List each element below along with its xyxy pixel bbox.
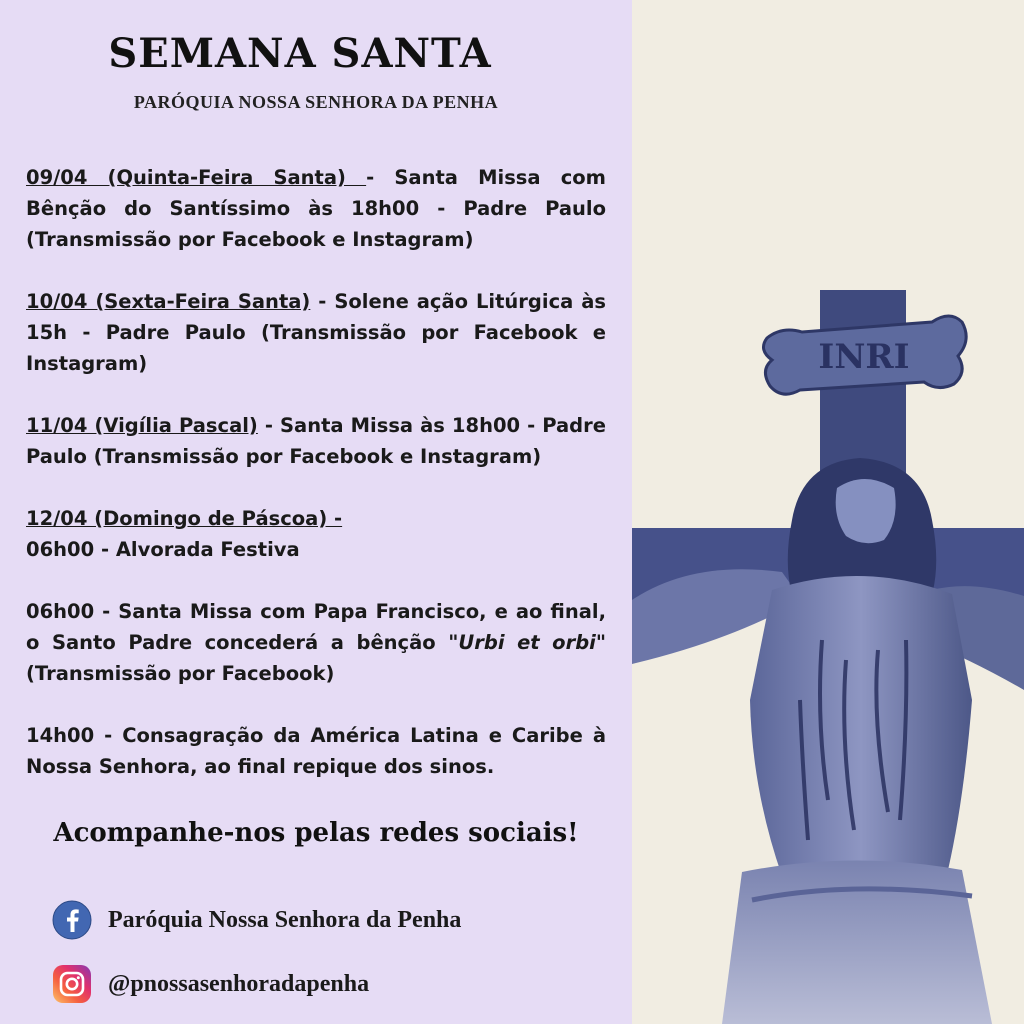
schedule-item-dawn: 06h00 - Alvorada Festiva bbox=[26, 538, 300, 561]
schedule-item-easter bbox=[26, 503, 606, 534]
parish-subtitle: PARÓQUIA NOSSA SENHORA DA PENHA bbox=[133, 92, 499, 112]
schedule-item-friday bbox=[26, 286, 606, 379]
schedule-item-thursday bbox=[26, 162, 606, 255]
facebook-label: Paróquia Nossa Senhora da Penha bbox=[108, 906, 462, 933]
schedule-details: - Solene ação Litúrgica às 15h - Padre Paulo (Transmissão por Facebook e Instagram) bbox=[26, 290, 607, 375]
schedule-date: 10/04 (Sexta-Feira Santa) bbox=[26, 290, 311, 313]
follow-heading: Acompanhe-nos pelas redes sociais! bbox=[53, 818, 579, 848]
schedule-list bbox=[26, 162, 606, 782]
schedule-details: - Santa Missa às 18h00 - Padre Paulo (Transmissão por Facebook e Instagram) bbox=[26, 414, 606, 468]
blessing-name: Urbi et orbi bbox=[458, 631, 596, 654]
crucifix-photo bbox=[632, 0, 1024, 1024]
schedule-details: 06h00 - Santa Missa com Papa Francisco, e ao final, o Santo Padre concederá a bênção " bbox=[26, 600, 606, 654]
poster-title: SEMANA SANTA bbox=[108, 30, 492, 77]
facebook-link[interactable] bbox=[52, 898, 461, 942]
instagram-link[interactable] bbox=[52, 962, 369, 1006]
figure-torso bbox=[750, 576, 972, 876]
instagram-icon bbox=[52, 964, 92, 1004]
schedule-details: - Santa Missa com Bênção do Santíssimo às 18h00 - Padre Paulo (Transmissão por Facebook e Instagram) bbox=[26, 166, 607, 251]
crucifix-illustration bbox=[632, 0, 1024, 1024]
schedule-item-pope-mass bbox=[26, 596, 606, 689]
facebook-icon bbox=[52, 900, 92, 940]
schedule-date: 11/04 (Vigília Pascal) bbox=[26, 414, 258, 437]
figure-loincloth bbox=[722, 860, 992, 1024]
schedule-date: 12/04 (Domingo de Páscoa) - bbox=[26, 507, 343, 530]
instagram-label: @pnossasenhoradapenha bbox=[108, 970, 370, 997]
schedule-details: " (Transmissão por Facebook) bbox=[26, 631, 607, 685]
schedule-item-consecration: 14h00 - Consagração da América Latina e Caribe à Nossa Senhora, ao final repique dos sinos. bbox=[26, 724, 606, 778]
schedule-item-vigil bbox=[26, 410, 606, 472]
inri-text: INRI bbox=[818, 337, 910, 377]
schedule-date: 09/04 (Quinta-Feira Santa) bbox=[26, 166, 367, 189]
